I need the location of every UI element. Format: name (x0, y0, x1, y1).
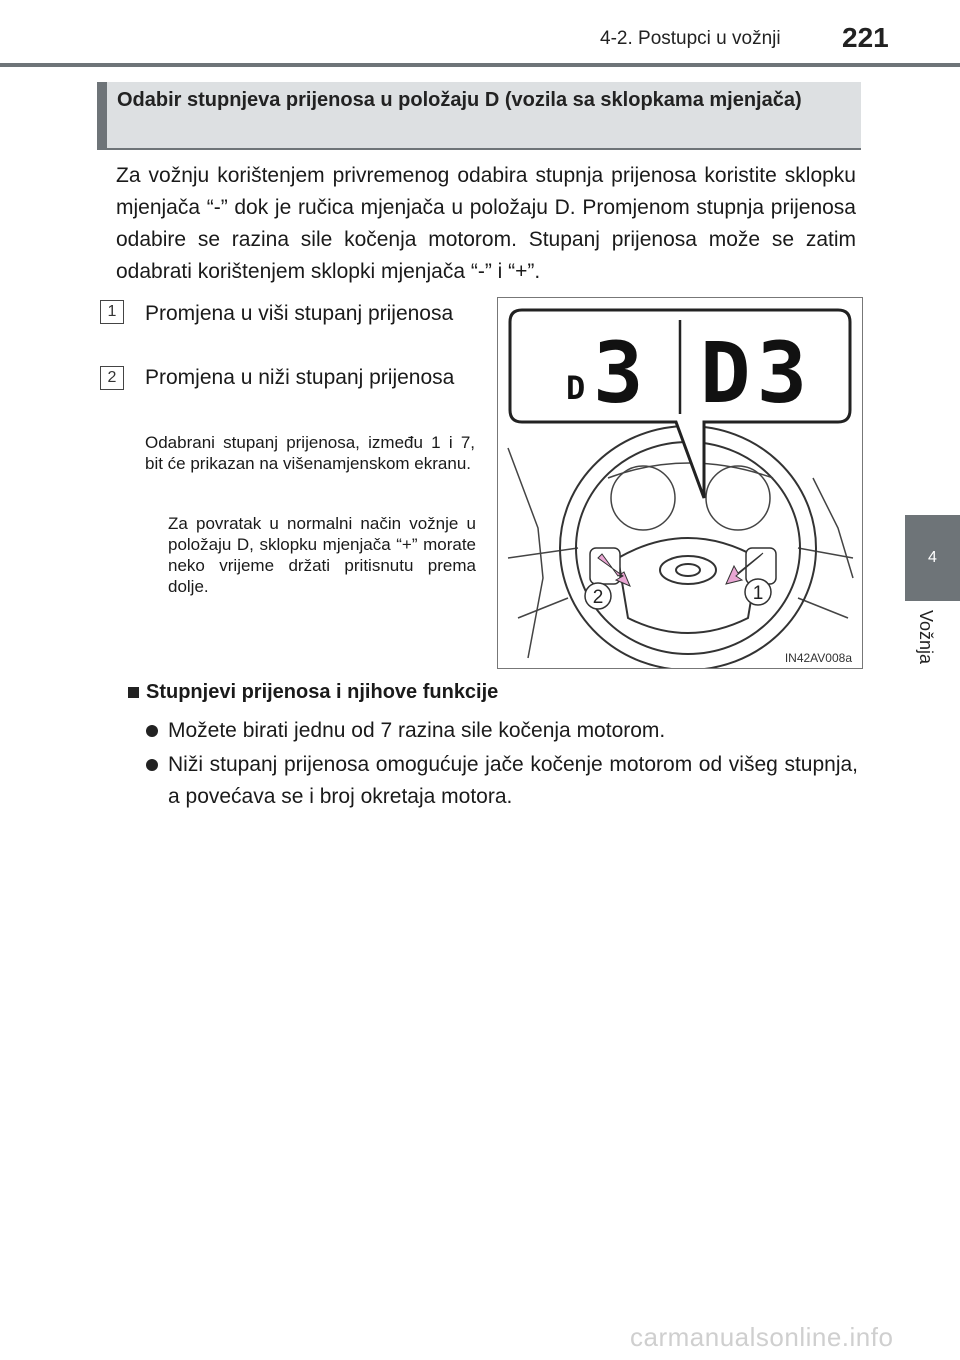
header-rule (0, 63, 960, 67)
item-text-downshift: Promjena u niži stupanj prijenosa (145, 366, 455, 389)
callout-1-label: 1 (752, 583, 764, 604)
item-number-badge: 2 (100, 366, 124, 390)
page-number: 221 (842, 22, 889, 53)
display-right: D3 (700, 324, 814, 422)
item-number-badge: 1 (100, 300, 124, 324)
display-callout-bubble (510, 310, 850, 498)
item-text-upshift: Promjena u viši stupanj prijenosa (145, 302, 454, 325)
note-return-normal: Za povratak u normalni način vožnje u položaju D, sklopku mjenjača “+” morate neko vrijeme držati pritisnutu prema dolje. (168, 514, 476, 596)
intro-paragraph: Za vožnju korištenjem privremenog odabira stupnja prijenosa koristite sklopku mjenjača “-” dok je ručica mjenjača u položaju D. Promjenom stupnja prijenosa odabire se razina sile kočenja motorom. Stupanj prijenosa može se zatim odabrati korištenjem sklopki mjenjača “-” i “+”. (116, 164, 856, 283)
header-section-ref: 4-2. Postupci u vožnji (600, 28, 781, 49)
chapter-label: Vožnja (916, 610, 936, 665)
display-left-big: 3 (593, 324, 644, 422)
bullet-icon (146, 725, 158, 737)
subsection-title: Stupnjevi prijenosa i njihove funkcije (146, 681, 499, 703)
callout-1 (745, 579, 771, 605)
figure-code: IN42AV008a (784, 651, 852, 665)
section-title-underline (97, 148, 861, 150)
chapter-tab[interactable] (905, 515, 960, 601)
steering-hub (618, 538, 758, 633)
bullet-text: Možete birati jednu od 7 razina sile kočenja motorom. (168, 719, 666, 742)
display-left-small: D (566, 369, 586, 407)
chapter-label-container (912, 610, 942, 700)
chapter-number: 4 (928, 549, 937, 566)
steering-wheel-illustration (498, 298, 862, 668)
bullet-text: Niži stupanj prijenosa omogućuje jače kočenje motorom od višeg stupnja, a povećava se i broj okretaja motora. (168, 753, 858, 808)
section-title-bar (97, 82, 107, 148)
steering-wheel-figure (497, 297, 863, 669)
subheading-marker-icon (128, 687, 139, 698)
bullet-icon (146, 759, 158, 771)
watermark: carmanualsonline.info (630, 1322, 894, 1352)
instrument-cluster (608, 463, 773, 530)
callout-2 (585, 583, 611, 609)
section-title: Odabir stupnjeva prijenosa u položaju D (vozila sa sklopkama mjenjača) (117, 89, 802, 111)
callout-2-label: 2 (592, 587, 604, 608)
note-gear-display: Odabrani stupanj prijenosa, između 1 i 7, bit će prikazan na višenamjenskom ekranu. (145, 433, 475, 473)
